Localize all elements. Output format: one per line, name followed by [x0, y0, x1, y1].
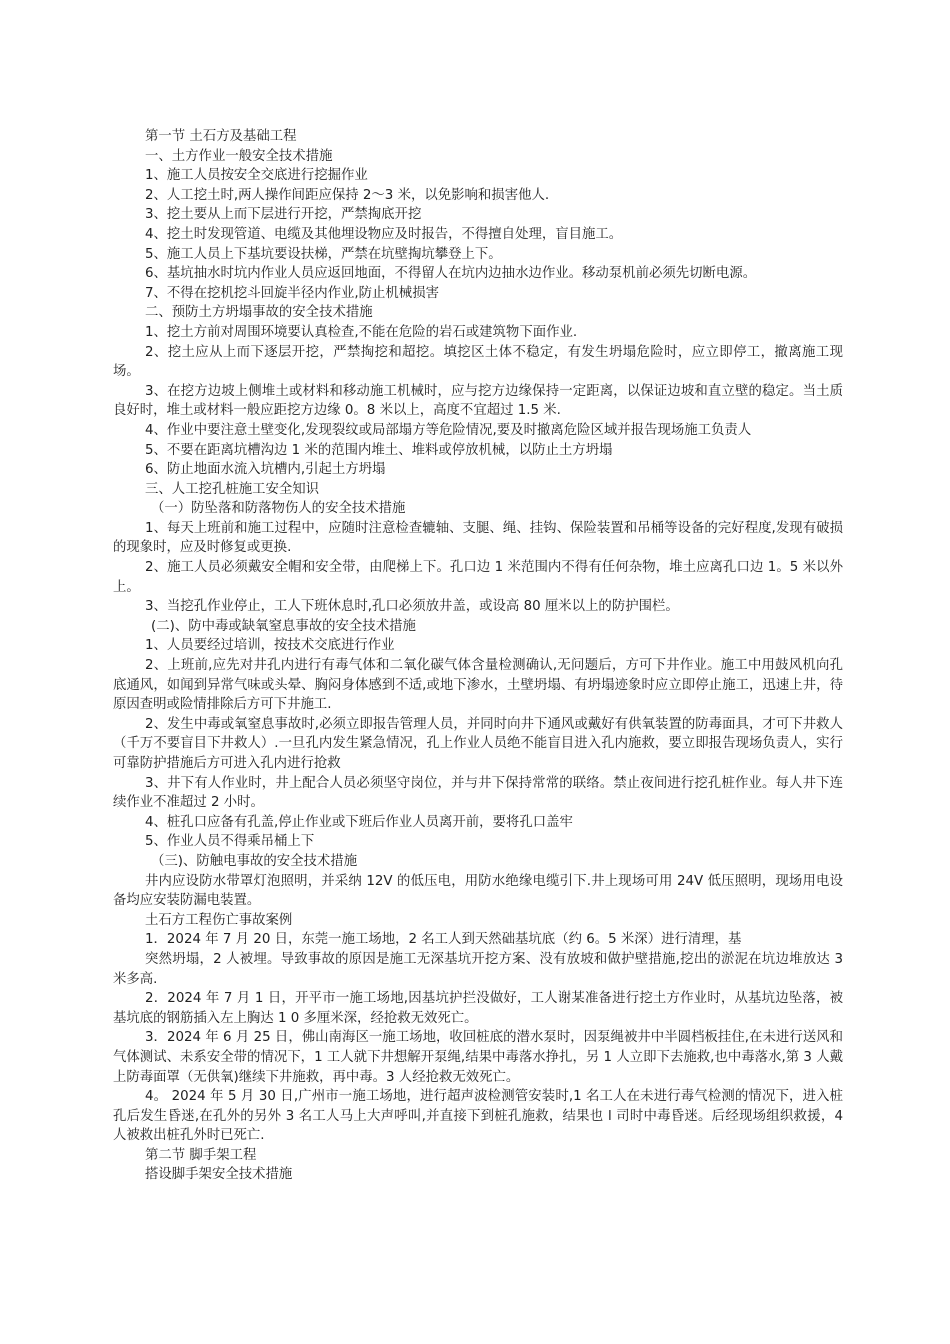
paragraph: （三)、防触电事故的安全技术措施 [151, 853, 358, 869]
paragraph: 突然坍塌，2 人被埋。导致事故的原因是施工无深基坑开挖方案、没有放坡和做护壁措施,挖出的淤泥在坑边堆放达 3 米多高. [113, 951, 843, 987]
paragraph: 第一节 土石方及基础工程 [145, 129, 297, 144]
document-body [113, 127, 843, 1185]
paragraph: 第二节 脚手架工程 [145, 1147, 257, 1163]
paragraph: 5、不要在距离坑槽沟边 1 米的范围内堆土、堆料或停放机械，以防止土方坍塌 [145, 442, 613, 458]
paragraph: 3、挖土要从上而下层进行开挖，严禁掏底开挖 [145, 207, 422, 223]
paragraph: 3、当挖孔作业停止，工人下班休息时,孔口必须放井盖，或设高 80 厘米以上的防护围栏。 [145, 599, 679, 615]
paragraph: 1、挖土方前对周围环境要认真检查,不能在危险的岩石或建筑物下面作业. [145, 324, 578, 340]
paragraph: 2、人工挖土时,两人操作间距应保持 2～3 米，以免影响和损害他人. [145, 187, 550, 203]
paragraph: 1、人员要经过培训，按技术交底进行作业 [145, 638, 395, 654]
paragraph: 2、发生中毒或氧窒息事故时,必须立即报告管理人员，并同时向井下通风或戴好有供氧装置的防毒面具，才可下井救人（千万不要盲目下井救人）.一旦孔内发生紧急情况，孔上作业人员绝不能盲目进入孔内施救，要立即报告现场负责人，实行可靠防护措施后方可进入孔内进行抢救 [113, 716, 843, 771]
paragraph: 3、井下有人作业时，井上配合人员必须坚守岗位，并与井下保持常常的联络。禁止夜间进行挖孔桩作业。每人井下连续作业不准超过 2 小时。 [113, 775, 843, 811]
paragraph: 5、作业人员不得乘吊桶上下 [145, 834, 315, 850]
paragraph: 1．2024 年 7 月 20 日，东莞一施工场地，2 名工人到天然础基坑底（约 6。5 米深）进行清理，基 [145, 932, 742, 948]
paragraph: 3．2024 年 6 月 25 日，佛山南海区一施工场地，收回桩底的潜水泵时，因泵绳被井中半圆档板挂住,在未进行送风和气体测试、未系安全带的情况下，1 工人就下井想解开泵绳,结果中毒落水挣扎，另 1 人立即下去施救,也中毒落水,第 3 人戴上防毒面罩（无供氧)继续下井施救，再中毒。3 人经抢救无效死亡。 [113, 1030, 843, 1085]
paragraph: 三、人工挖孔桩施工安全知识 [145, 481, 320, 497]
paragraph: 土石方工程伤亡事故案例 [145, 912, 293, 928]
paragraph: 2、挖土应从上而下逐层开挖，严禁掏挖和超挖。填挖区土体不稳定，有发生坍塌危险时，应立即停工，撤离施工现场。 [113, 344, 843, 380]
paragraph: 一、土方作业一般安全技术措施 [145, 148, 333, 164]
paragraph: 2．2024 年 7 月 1 日，开平市一施工场地,因基坑护拦没做好，工人谢某准备进行挖土方作业时，从基坑边坠落，被基坑底的钢筋插入左上胸达 1 0 多厘米深，经抢救无效死亡。 [113, 991, 843, 1026]
paragraph: 3、在挖方边坡上侧堆土或材料和移动施工机械时，应与挖方边缘保持一定距离，以保证边坡和直立壁的稳定。当土质良好时，堆土或材料一般应距挖方边缘 0。8 米以上，高度不宜超过 1.5 米. [113, 383, 843, 419]
paragraph: 4、挖土时发现管道、电缆及其他埋设物应及时报告，不得擅自处理，盲目施工。 [145, 226, 623, 242]
paragraph: 6、防止地面水流入坑槽内,引起土方坍塌 [145, 462, 386, 478]
paragraph: 2、上班前,应先对井孔内进行有毒气体和二氧化碳气体含量检测确认,无问题后，方可下井作业。施工中用鼓风机向孔底通风，如闻到异常气味或头晕、胸闷身体感到不适,或地下渗水，土壁坍塌、有坍塌迹象时应立即停止施工，迅速上井，待原因查明或险情排除后方可下井施工. [113, 658, 843, 713]
paragraph: 搭设脚手架安全技术措施 [145, 1167, 293, 1183]
paragraph: 5、施工人员上下基坑要设扶梯，严禁在坑壁掏坑攀登上下。 [145, 246, 502, 262]
paragraph: 7、不得在挖机挖斗回旋半径内作业,防止机械损害 [145, 285, 439, 301]
paragraph: 6、基坑抽水时坑内作业人员应返回地面，不得留人在坑内边抽水边作业。移动泵机前必须先切断电源。 [145, 266, 757, 282]
paragraph: 1、每天上班前和施工过程中，应随时注意检查辘轴、支腿、绳、挂钩、保险装置和吊桶等设备的完好程度,发现有破损的现象时，应及时修复或更换. [113, 520, 843, 556]
paragraph: （一）防坠落和防落物伤人的安全技术措施 [151, 501, 406, 517]
paragraph: 4、作业中要注意土壁变化,发现裂纹或局部塌方等危险情况,要及时撤离危险区域并报告现场施工负责人 [145, 422, 752, 438]
paragraph: 1、施工人员按安全交底进行挖掘作业 [145, 168, 368, 184]
paragraph: 二、预防土方坍塌事故的安全技术措施 [145, 305, 373, 321]
paragraph: 4、桩孔口应备有孔盖,停止作业或下班后作业人员离开前，要将孔口盖牢 [145, 814, 573, 830]
paragraph: 井内应设防水带罩灯泡照明，并采纳 12V 的低压电，用防水绝缘电缆引下.井上现场可用 24V 低压照明，现场用电设备均应安装防漏电装置。 [113, 873, 843, 909]
paragraph: 2、施工人员必须戴安全帽和安全带，由爬梯上下。孔口边 1 米范围内不得有任何杂物，堆土应离孔口边 1。5 米以外上。 [113, 560, 843, 595]
paragraph: (二)、防中毒或缺氧窒息事故的安全技术措施 [151, 618, 416, 634]
paragraph: 4。 2024 年 5 月 30 日,广州市一施工场地，进行超声波检测管安装时,1 名工人在未进行毒气检测的情况下，进入桩孔后发生昏迷,在孔外的另外 3 名工人马上大声呼叫,并直接下到桩孔施救，结果也 l 司时中毒昏迷。后经现场组织救援，4 人被救出桩孔外时已死亡. [113, 1089, 843, 1144]
